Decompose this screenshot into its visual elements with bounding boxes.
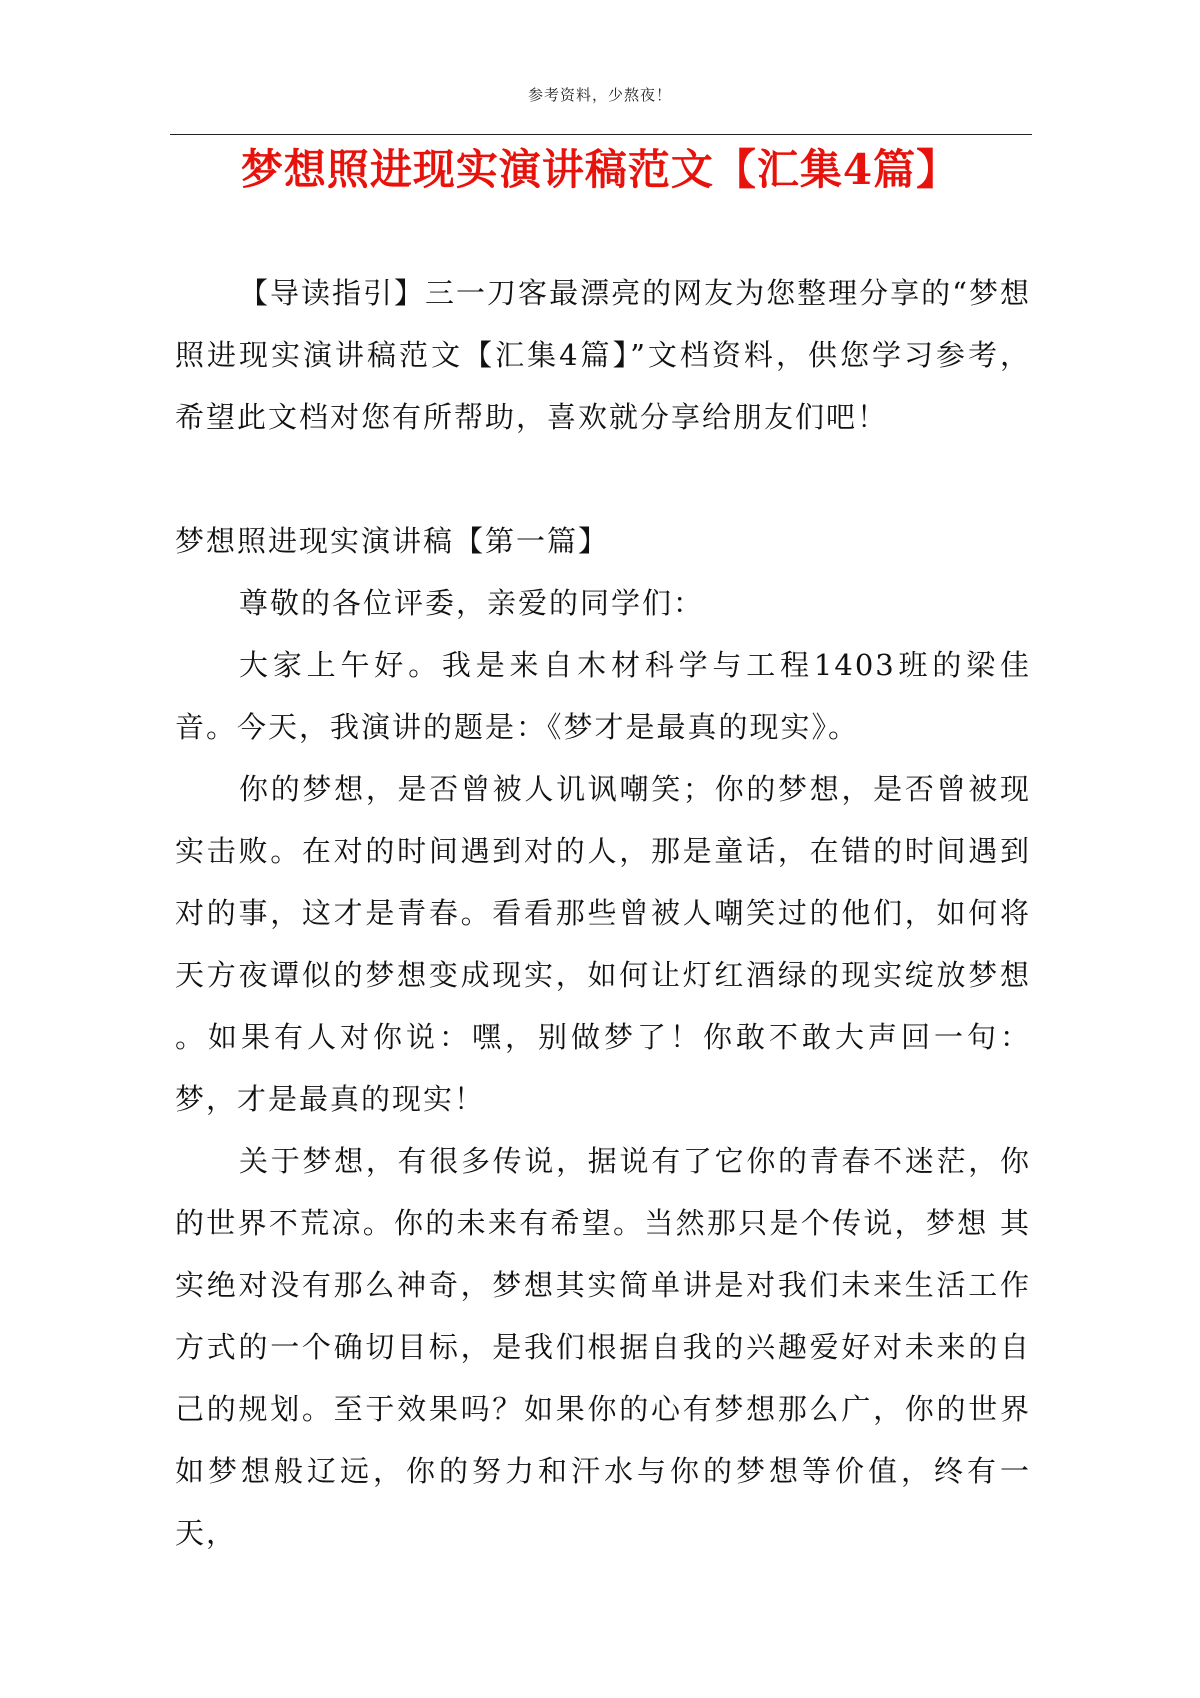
body-paragraph: 大家上午好。我是来自木材科学与工程1403班的梁佳音。今天，我演讲的题是：《梦才是最真的现实》。 [175,648,1031,744]
body-paragraph: 你的梦想，是否曾被人讥讽嘲笑；你的梦想，是否曾被现实击败。在对的时间遇到对的人，那是童话，在错的时间遇到对的事，这才是青春。看看那些曾被人嘲笑过的他们，如何将天方夜谭似的梦想变成现实，如何让灯红酒绿的现实绽放梦想 。如果有人对你说：嘿，别做梦了！你敢不敢大声回一句：梦，才是最真的现实！ [175,772,1031,1116]
intro-paragraph: 【导读指引】三一刀客最漂亮的网友为您整理分享的“梦想照进现实演讲稿范文【汇集4篇】”文档资料，供您学习参考，希望此文档对您有所帮助，喜欢就分享给朋友们吧！ [175,276,1031,434]
section-heading: 梦想照进现实演讲稿【第一篇】 [175,524,610,558]
header-divider [170,134,1032,135]
body-paragraph: 尊敬的各位评委，亲爱的同学们： [239,586,705,620]
document-body [175,262,1031,1564]
document-title: 梦想照进现实演讲稿范文【汇集4篇】 [240,145,960,194]
body-paragraph: 关于梦想，有很多传说，据说有了它你的青春不迷茫，你的世界不荒凉。你的未来有希望。当然那只是个传说，梦想 其实绝对没有那么神奇，梦想其实简单讲是对我们未来生活工作方式的一个确切目标，是我们根据自我的兴趣爱好对未来的自己的规划。至于效果吗？如果你的心有梦想那么广，你的世界如梦想般辽远，你的努力和汗水与你的梦想等价值，终有一天， [175,1144,1031,1550]
page-header-note: 参考资料，少熬夜！ [527,86,672,104]
